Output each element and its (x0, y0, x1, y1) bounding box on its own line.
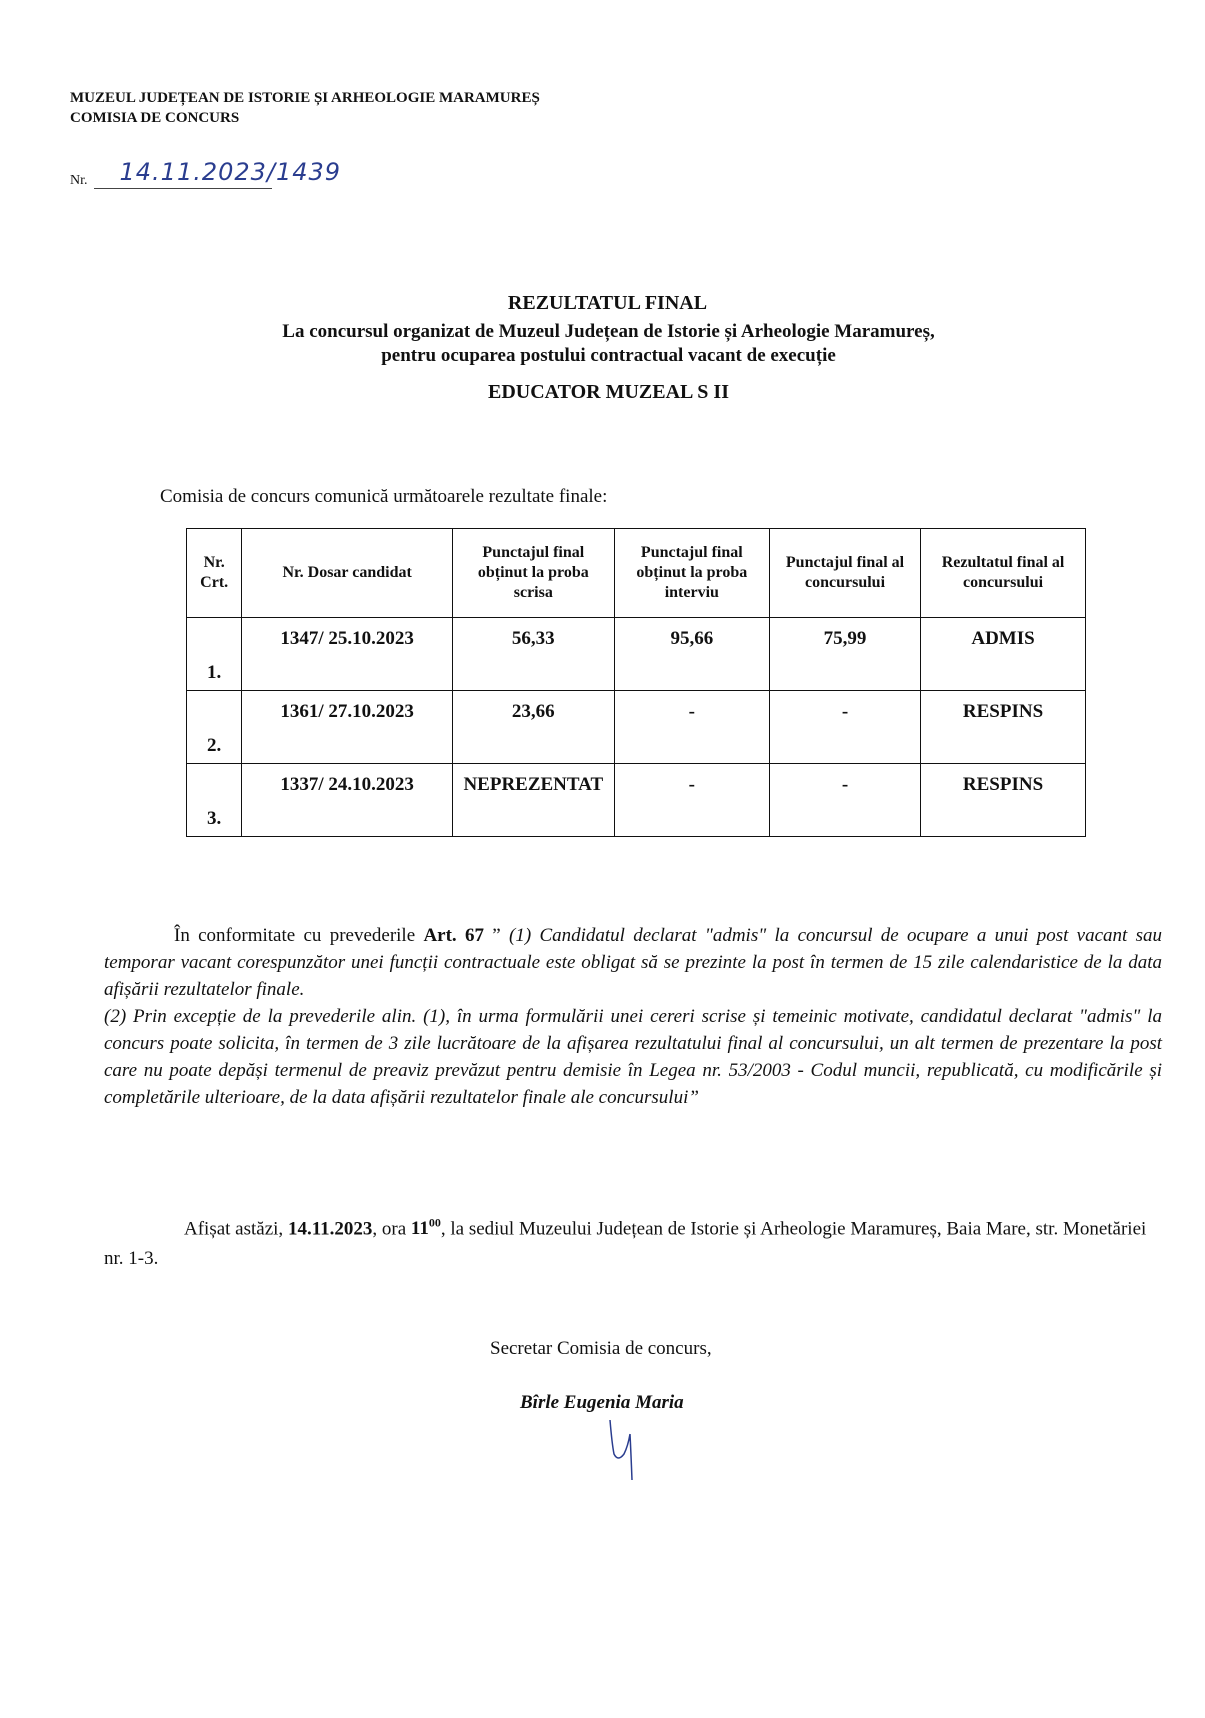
legal-quote-open: ” (483, 925, 509, 946)
header-final: Punctajul final al concursului (769, 529, 920, 618)
cell-rezultat: RESPINS (921, 691, 1086, 764)
header-interviu: Punctajul final obținut la proba interviu (614, 529, 769, 618)
legal-lead: În conformitate cu prevederile (174, 925, 416, 946)
signature-role: Secretar Comisia de concurs, (490, 1338, 712, 1359)
cell-rezultat: RESPINS (921, 764, 1086, 837)
posted-prefix: Afișat astăzi, (184, 1218, 288, 1240)
registration-number (70, 158, 342, 189)
legal-para-2: (2) Prin excepție de la prevederile alin. (1), în urma formulării unei cereri scrise și temeinic motivate, candidatul declarat "admis" la concurs poate solicita, în termen de 3 zile lucrătoare de la afișarea rezultatului final al concursului, un alt termen de prezentare la post care nu poate depăși termenul de preaviz prevăzut pentru demisie în Legea nr. 53/2003 - Codul muncii, republicată, cu modificările și completările ulterioare, de la data afișării rezultatelor finale ale concursului” (104, 1006, 1162, 1108)
nr-value-field (94, 158, 342, 189)
legal-text (104, 922, 1162, 1111)
posted-mid: , ora (372, 1218, 411, 1240)
table-header-row (187, 529, 1086, 618)
title-subtitle-1: La concursul organizat de Muzeul Județean de Istorie și Arheologie Maramureș, (282, 321, 935, 342)
header-scrisa: Punctajul final obținut la proba scrisa (452, 529, 614, 618)
cell-rezultat: ADMIS (921, 618, 1086, 691)
cell-final: - (769, 691, 920, 764)
cell-crt: 1. (187, 618, 242, 691)
cell-crt: 2. (187, 691, 242, 764)
cell-dosar: 1361/ 27.10.2023 (242, 691, 453, 764)
cell-crt: 3. (187, 764, 242, 837)
cell-interviu: - (614, 691, 769, 764)
position-title: EDUCATOR MUZEAL S II (488, 381, 729, 403)
cell-scrisa: 23,66 (452, 691, 614, 764)
document-title (0, 292, 1205, 404)
title-main: REZULTATUL FINAL (507, 292, 708, 314)
posted-date: 14.11.2023 (287, 1218, 373, 1240)
header-crt: Nr. Crt. (187, 529, 242, 618)
posted-minutes: 00 (428, 1216, 441, 1230)
title-subtitle-2: pentru ocuparea postului contractual vacant de execuție (381, 345, 836, 366)
table-row (187, 691, 1086, 764)
nr-label: Nr. (70, 173, 88, 188)
cell-dosar: 1337/ 24.10.2023 (242, 764, 453, 837)
legal-article: Art. 67 (423, 925, 484, 946)
institution-name: MUZEUL JUDEȚEAN DE ISTORIE ȘI ARHEOLOGIE MARAMUREȘ (70, 90, 540, 106)
handwritten-signature-icon (606, 1410, 646, 1490)
cell-scrisa: 56,33 (452, 618, 614, 691)
posted-hour: $11^{00}$ (410, 1216, 441, 1240)
posting-notice (104, 1208, 1162, 1274)
table-row (187, 764, 1086, 837)
header-dosar: Nr. Dosar candidat (242, 529, 453, 618)
cell-final: - (769, 764, 920, 837)
legal-para-1: (1) Candidatul declarat "admis" la concursul de ocupare a unui post vacant sau temporar vacant corespunzător unei funcții contractuale este obligat să se prezinte la post în termen de 15 zile calendaristice de la data afișării rezultatelor finale. (104, 925, 1163, 1000)
table-row (187, 618, 1086, 691)
cell-interviu: 95,66 (614, 618, 769, 691)
posted-suffix: , la sediul Muzeului Județean de Istorie și Arheologie Maramureș, Baia Mare, str. Monetăriei nr. 1-3. (104, 1218, 1147, 1270)
commission-name: COMISIA DE CONCURS (70, 110, 240, 126)
cell-scrisa: NEPREZENTAT (452, 764, 614, 837)
cell-interviu: - (614, 764, 769, 837)
cell-final: 75,99 (769, 618, 920, 691)
results-table (186, 528, 1086, 837)
document-header (70, 88, 540, 128)
legal-paragraph-1 (104, 922, 1162, 1003)
header-rezultat: Rezultatul final al concursului (921, 529, 1086, 618)
intro-text: Comisia de concurs comunică următoarele rezultate finale: (160, 486, 608, 507)
nr-value-handwritten: 14.11.2023/1439 (119, 158, 342, 186)
cell-dosar: 1347/ 25.10.2023 (242, 618, 453, 691)
legal-paragraph-2 (104, 1003, 1162, 1111)
signature-name: Bîrle Eugenia Maria (520, 1392, 684, 1413)
